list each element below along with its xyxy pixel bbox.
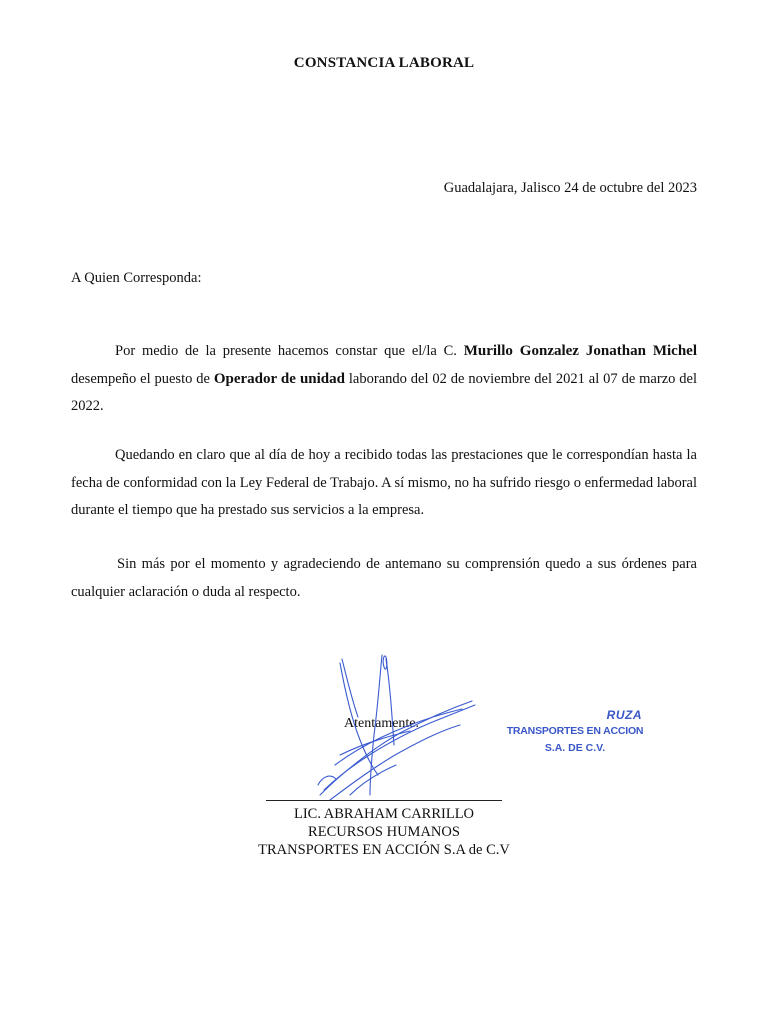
company-logo-text: RUZA: [606, 708, 642, 722]
position-title: Operador de unidad: [213, 370, 345, 387]
paragraph1-mid2: laborando del 02 de noviembre del 2021 al 07 de marzo del 2022.: [71, 370, 697, 414]
closing-salutation: Atentamente.: [344, 716, 420, 731]
signature-line: [266, 800, 502, 801]
paragraph-closing-remarks: [71, 551, 697, 606]
paragraph1-intro: Por medio de la presente hacemos constar que el/la C.: [115, 343, 464, 359]
paragraph3-text: Sin más por el momento y agradeciendo de antemano su comprensión quedo a sus órdenes para cualquier aclaración o duda al respecto.: [71, 556, 697, 600]
document-title: CONSTANCIA LABORAL: [293, 55, 475, 71]
stamp-company-type: S.A. DE C.V.: [544, 742, 606, 754]
paragraph-employment: [71, 338, 697, 421]
paragraph-benefits: [71, 442, 697, 525]
signer-company: TRANSPORTES EN ACCIÓN S.A de C.V: [258, 842, 510, 858]
paragraph1-mid1: desempeño el puesto de: [71, 370, 214, 387]
salutation: A Quien Corresponda:: [71, 270, 202, 286]
signer-department: RECURSOS HUMANOS: [308, 824, 460, 840]
signer-block: [200, 805, 568, 859]
stamp-company-name: TRANSPORTES EN ACCION: [506, 725, 644, 737]
signer-name: LIC. ABRAHAM CARRILLO: [293, 806, 475, 822]
paragraph2-text: Quedando en claro que al día de hoy a recibido todas las prestaciones que le correspondían hasta la fecha de conformidad con la Ley Federal de Trabajo. A sí mismo, no ha sufrido riesgo o enfermedad laboral durante el tiempo que ha prestado sus servicios a la empresa.: [71, 447, 697, 518]
place-and-date: Guadalajara, Jalisco 24 de octubre del 2023: [443, 180, 697, 196]
company-stamp: [500, 706, 650, 758]
handwritten-signature: [300, 645, 490, 805]
employee-name: Murillo Gonzalez Jonathan Michel: [463, 343, 697, 359]
